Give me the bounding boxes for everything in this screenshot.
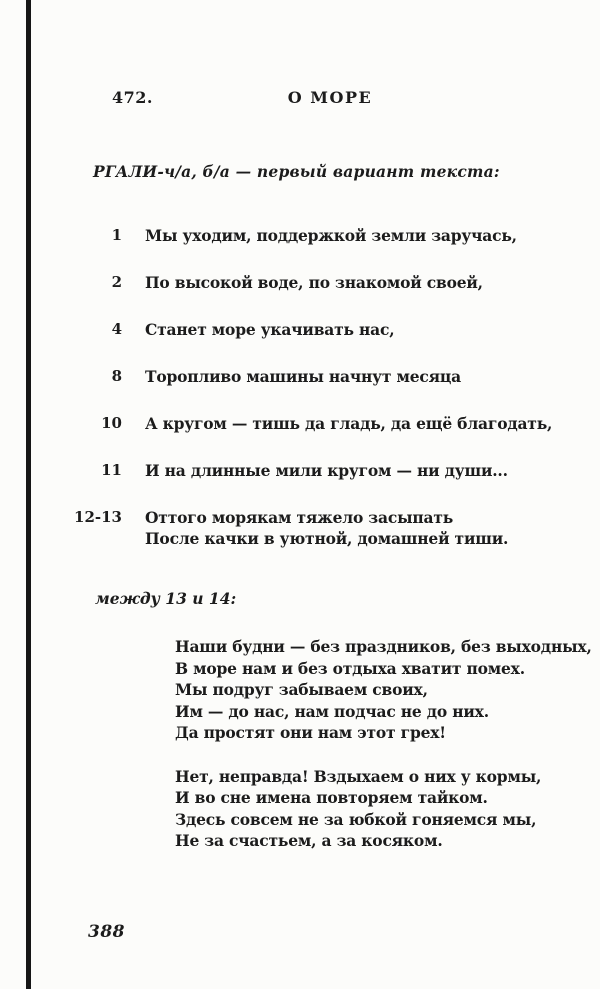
line-number: 11 (101, 461, 122, 479)
verse-line-row (0, 272, 600, 293)
line-number: 2 (111, 273, 122, 291)
line-text-part2: После качки в уютной, домашней тиши. (145, 529, 509, 548)
stanza-line: Им — до нас, нам подчас не до них. (175, 701, 489, 721)
between-lines-note: между 13 и 14: (95, 589, 237, 608)
line-number: 8 (111, 367, 122, 385)
verse-line-row (0, 507, 600, 549)
verse-line-row (0, 413, 600, 434)
line-text: Мы уходим, поддержкой земли заручась, (145, 226, 517, 245)
line-number: 12-13 (74, 508, 122, 526)
line-text (145, 507, 508, 549)
stanza-line: Да простят они нам этот грех! (175, 723, 446, 742)
verse-line-row (0, 460, 600, 481)
stanza-line: Мы подруг забываем своих, (175, 680, 428, 699)
header-page-number: 472. (112, 88, 153, 107)
stanza-line: Наши будни — без праздников, без выходных, (175, 637, 592, 656)
verse-apparatus (0, 225, 600, 549)
footer-page-number: 388 (88, 922, 125, 942)
inserted-stanza-1 (175, 636, 600, 744)
line-number: 1 (111, 226, 122, 244)
line-number: 4 (111, 320, 122, 338)
page-title: О МОРЕ (287, 88, 373, 107)
page-header (0, 88, 600, 110)
line-text: По высокой воде, по знакомой своей, (145, 273, 483, 292)
stanza-line: Здесь совсем не за юбкой гоняемся мы, (175, 809, 537, 829)
stanza-line: Не за счастьем, а за косяком. (175, 831, 443, 850)
inserted-stanza-2 (175, 766, 600, 852)
stanza-line: И во сне имена повторяем тайком. (175, 788, 488, 807)
verse-line-row (0, 366, 600, 387)
line-text: Станет море укачивать нас, (145, 320, 395, 339)
verse-line-row (0, 225, 600, 246)
line-text: И на длинные мили кругом — ни души... (145, 461, 508, 480)
line-text: Торопливо машины начнут месяца (145, 367, 461, 386)
stanza-line: Нет, неправда! Вздыхаем о них у кормы, (175, 766, 542, 786)
line-text-part1: Оттого морякам тяжело засыпать (145, 508, 454, 527)
verse-line-row (0, 319, 600, 340)
variant-heading: РГАЛИ-ч/а, б/а — первый вариант текста: (93, 162, 500, 181)
line-number: 10 (101, 414, 122, 432)
stanza-line: В море нам и без отдыха хватит помех. (175, 658, 525, 678)
line-text: А кругом — тишь да гладь, да ещё благодать, (145, 414, 553, 433)
